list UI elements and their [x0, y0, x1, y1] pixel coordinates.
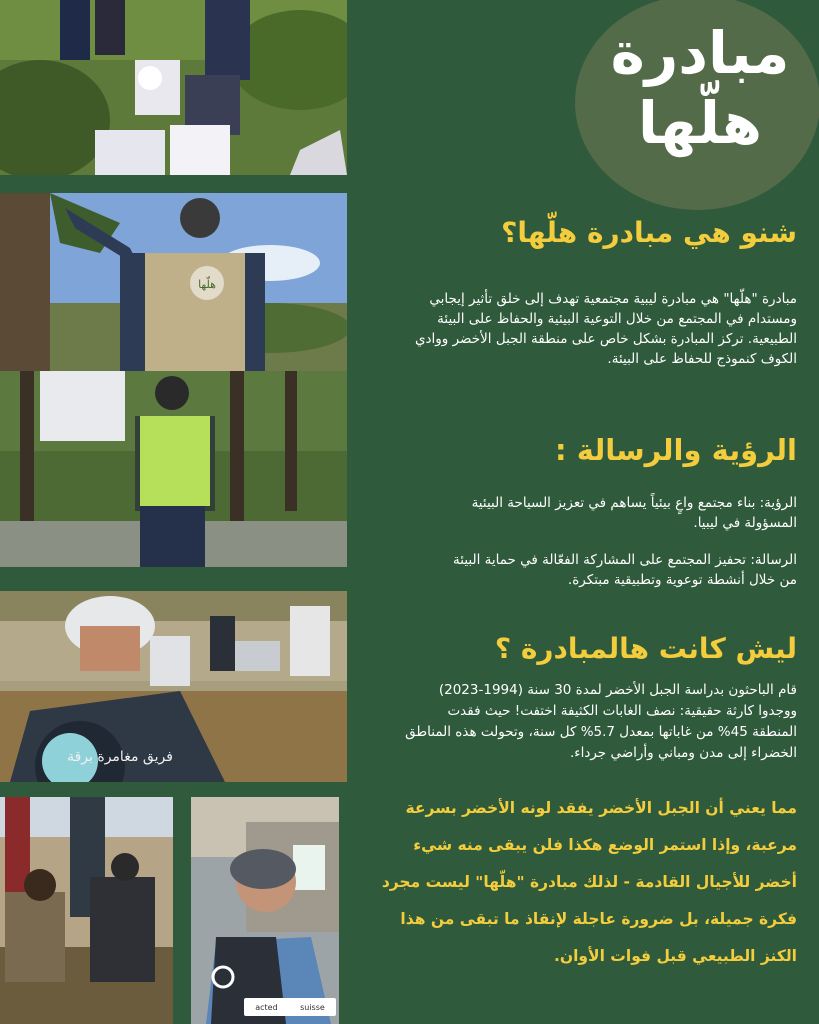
heading-what-is: شنو هي مبادرة هلّها؟	[501, 216, 797, 249]
text-line: المسؤولة في ليبيا.	[693, 515, 797, 531]
text-line: ومستدام في المجتمع من خلال التوعية البيئية والحفاظ على البيئة	[437, 311, 797, 327]
text-line: قام الباحثون بدراسة الجبل الأخضر لمدة 30 سنة (1994-2023)	[438, 682, 797, 698]
photo-volunteer-phone	[191, 797, 339, 1024]
vest-logo-text: هلّها	[198, 278, 216, 291]
text-line: الطبيعية. تركز المبادرة بشكل خاص على منطقة الجبل الأخضر ووادي	[414, 331, 797, 347]
sponsor-suisse-logo: suisse	[300, 1002, 325, 1012]
paragraph-vision	[472, 493, 797, 533]
paragraph-what-is	[415, 289, 797, 369]
photo-team-field	[0, 591, 347, 782]
sponsor-logos	[244, 998, 336, 1016]
jacket-text: فريق مغامرة برقة	[67, 749, 173, 765]
text-line: المنطقة 45% من غاباتها بمعدل 5.7% كل سنة، وتحولت هذه المناطق	[405, 724, 797, 740]
text-line: الكنز الطبيعي قبل فوات الأوان.	[553, 947, 797, 965]
photo-children-planting	[0, 0, 347, 175]
logo-line-1: مبادرة	[610, 19, 790, 87]
text-line: ووجدوا كارثة حقيقية: نصف الغابات الكثيفة اختفت! حيث فقدت	[447, 703, 797, 719]
logo-line-2: هلّها	[638, 89, 762, 157]
text-line: أخضر للأجيال القادمة - لذلك مبادرة "هلّها" ليست مجرد	[381, 873, 797, 891]
photo-youth-planting	[0, 797, 173, 1024]
heading-why: ليش كانت هالمبادرة ؟	[494, 632, 797, 665]
text-line: من خلال أنشطة توعوية وتطبيقية مبتكرة.	[567, 572, 797, 588]
text-line: الكوف كنموذج للحفاظ على البيئة.	[607, 351, 797, 367]
paragraph-mission	[453, 550, 797, 590]
text-line: الخضراء إلى مدن ومباني وأراضي جرداء.	[569, 745, 797, 761]
photo-volunteer-yellow-vest	[0, 371, 347, 567]
initiative-logo	[600, 18, 800, 158]
text-line: الرسالة: تحفيز المجتمع على المشاركة الفعّالة في حماية البيئة	[453, 552, 797, 568]
text-line: فكرة جميلة، بل ضرورة عاجلة لإنقاذ ما تبقى من هذا	[400, 910, 797, 928]
photo-volunteer-vest	[0, 193, 347, 371]
text-line: مبادرة "هلّها" هي مبادرة ليبية مجتمعية تهدف إلى خلق تأثير إيجابي	[429, 291, 797, 307]
sponsor-acted-logo: acted	[255, 1002, 278, 1012]
text-line: الرؤية: بناء مجتمع واعٍ بيئياً يساهم في تعزيز السياحة البيئية	[471, 495, 797, 511]
paragraph-why	[405, 680, 797, 764]
heading-vision-mission: الرؤية والرسالة :	[555, 433, 797, 467]
paragraph-conclusion	[382, 790, 797, 975]
text-line: مما يعني أن الجبل الأخضر يفقد لونه الأخضر بسرعة	[405, 799, 797, 817]
text-line: مرعبة، وإذا استمر الوضع هكذا فلن يبقى منه شيء	[413, 836, 797, 854]
